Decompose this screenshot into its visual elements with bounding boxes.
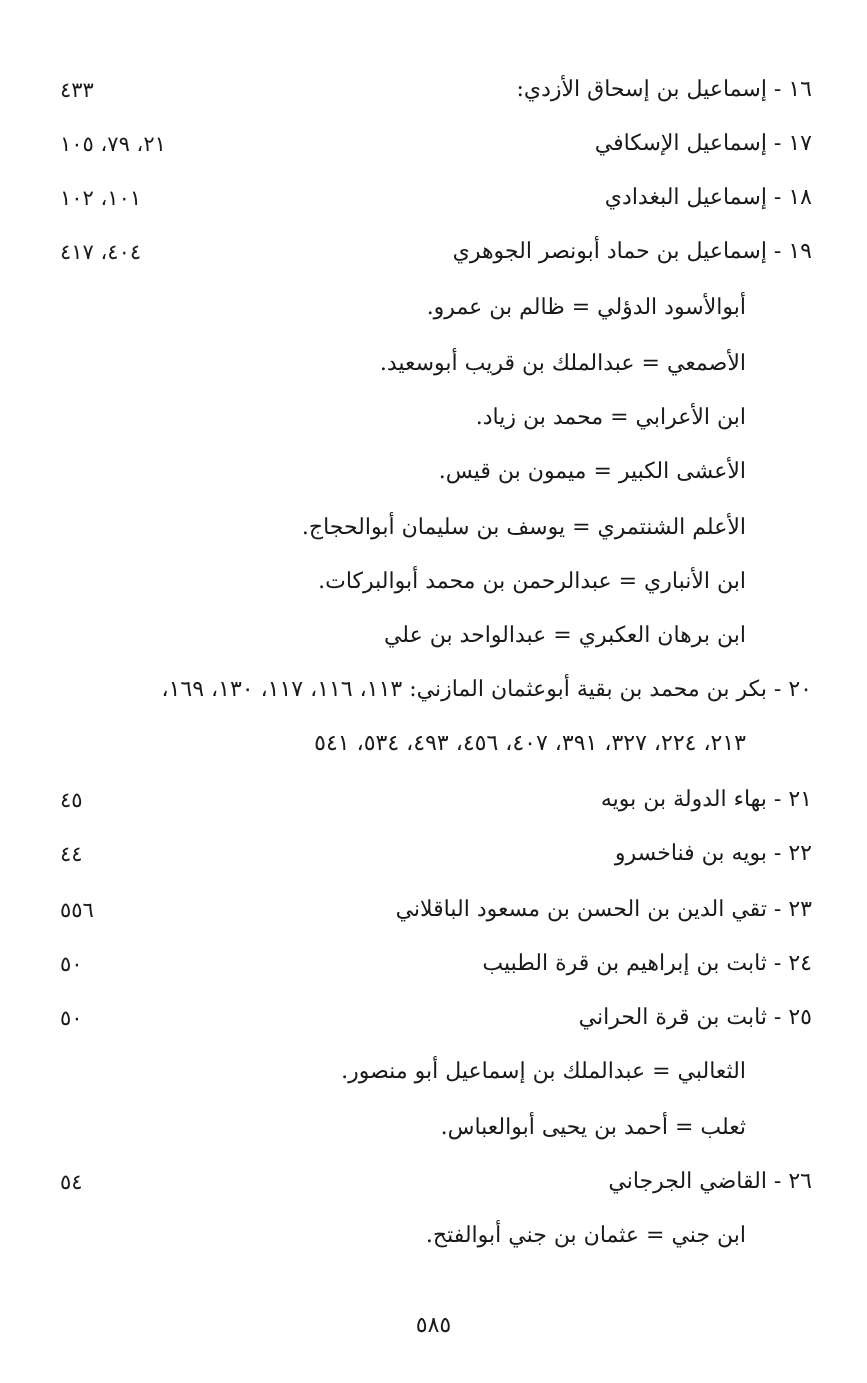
entry-pages: ٤٠٤، ٤١٧: [60, 240, 142, 264]
entry-text: ٢٤ - ثابت بن إبراهيم بن قرة الطبيب: [482, 951, 812, 976]
cross-reference-text: الأصمعي = عبدالملك بن قريب أبوسعيد.: [379, 351, 746, 376]
index-entry: [60, 178, 812, 218]
index-entry: [60, 998, 812, 1038]
cross-reference-text: الأعشى الكبير = ميمون بن قيس.: [438, 459, 746, 484]
cross-reference-text: ابن الأعرابي = محمد بن زياد.: [475, 405, 746, 430]
entry-pages: ٥٠: [60, 1006, 83, 1030]
cross-reference-text: الثعالبي = عبدالملك بن إسماعيل أبو منصور.: [341, 1059, 746, 1084]
entry-text: ١٧ - إسماعيل الإسكافي: [594, 131, 812, 156]
index-entry: [60, 124, 812, 164]
entry-text: ١٩ - إسماعيل بن حماد أبونصر الجوهري: [452, 239, 812, 264]
entry-text: ٢٦ - القاضي الجرجاني: [608, 1169, 812, 1194]
cross-reference: [60, 452, 812, 492]
index-entry: [60, 1162, 812, 1202]
entry-pages: ٤٣٣: [60, 78, 94, 102]
cross-reference-text: ابن الأنباري = عبدالرحمن بن محمد أبوالبركات.: [318, 569, 746, 594]
entry-pages: ٤٤: [60, 842, 83, 866]
cross-reference-text: ابن برهان العكبري = عبدالواحد بن علي: [383, 623, 746, 648]
cross-reference: [60, 344, 812, 384]
entry-text: ٢٢ - بويه بن فناخسرو: [614, 841, 812, 866]
cross-reference: [60, 398, 812, 438]
cross-reference-text: ابن جني = عثمان بن جني أبوالفتح.: [425, 1223, 746, 1248]
entry-pages: ١٠١، ١٠٢: [60, 186, 142, 210]
entry-text: ٢٥ - ثابت بن قرة الحراني: [578, 1005, 812, 1030]
index-entry: [60, 70, 812, 110]
cross-reference: [60, 616, 812, 656]
index-entry: [60, 834, 812, 874]
entry-continuation: [60, 724, 812, 764]
entry-pages-continued: ٢١٣، ٢٢٤، ٣٢٧، ٣٩١، ٤٠٧، ٤٥٦، ٤٩٣، ٥٣٤، ٥٤١: [314, 731, 746, 756]
page-number: ٥٨٥: [415, 1313, 452, 1338]
cross-reference-text: أبوالأسود الدؤلي = ظالم بن عمرو.: [426, 295, 746, 320]
entry-text: ٢٣ - تقي الدين بن الحسن بن مسعود الباقلاني: [395, 897, 812, 922]
cross-reference: [60, 288, 812, 328]
entry-text: ٢١ - بهاء الدولة بن بويه: [600, 787, 812, 812]
entry-text: ١٨ - إسماعيل البغدادي: [604, 185, 812, 210]
entry-text: ١٦ - إسماعيل بن إسحاق الأزدي:: [516, 77, 812, 102]
cross-reference: [60, 1216, 812, 1256]
index-entry: [60, 890, 812, 930]
cross-reference-text: الأعلم الشنتمري = يوسف بن سليمان أبوالحجاج.: [301, 515, 746, 540]
index-entry: [60, 670, 812, 710]
cross-reference: [60, 1108, 812, 1148]
index-entry: [60, 780, 812, 820]
entry-pages: ٢١، ٧٩، ١٠٥: [60, 132, 166, 156]
entry-pages: ٥٥٦: [60, 898, 94, 922]
index-entry: [60, 232, 812, 272]
cross-reference: [60, 562, 812, 602]
entry-text: ٢٠ - بكر بن محمد بن بقية أبوعثمان المازني: ١١٣، ١١٦، ١١٧، ١٣٠، ١٦٩،: [161, 677, 812, 702]
cross-reference: [60, 1052, 812, 1092]
cross-reference: [60, 508, 812, 548]
entry-pages: ٤٥: [60, 788, 83, 812]
entry-pages: ٥٠: [60, 952, 83, 976]
entry-pages: ٥٤: [60, 1170, 83, 1194]
cross-reference-text: ثعلب = أحمد بن يحيى أبوالعباس.: [440, 1115, 746, 1140]
index-entry: [60, 944, 812, 984]
